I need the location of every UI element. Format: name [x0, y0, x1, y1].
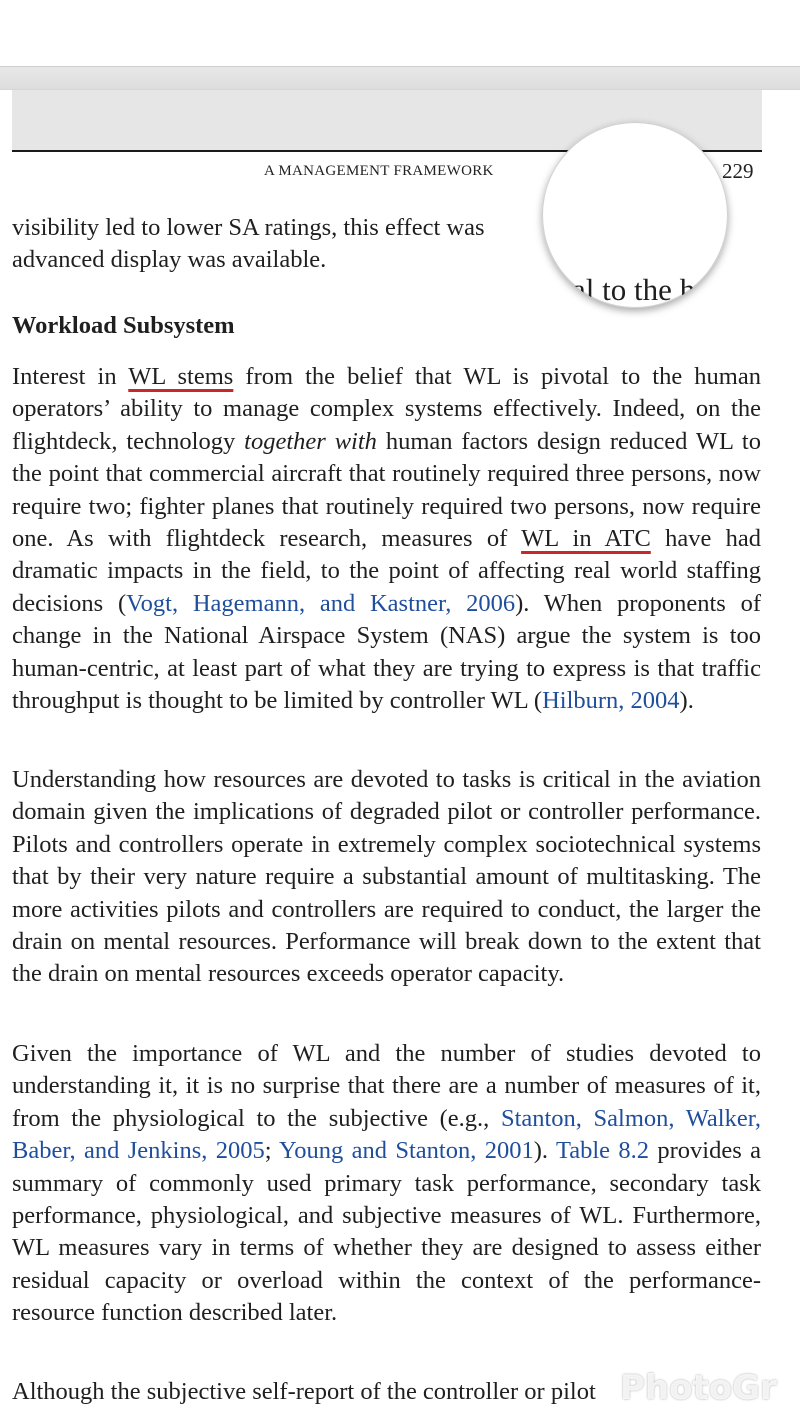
text-run: from the belief that WL is pivotal to the human operators’ ability to manage complex systems effectively. Indeed, on the flightdeck, technology — [12, 363, 761, 455]
emphasis-text: together with — [244, 427, 377, 455]
spell-marked-text[interactable]: WL in ATC — [521, 525, 651, 553]
text-run: ). — [679, 687, 694, 715]
citation-link[interactable]: Stanton, Salmon, Walker, Baber, and Jenkins, 2005 — [12, 1104, 761, 1165]
citation-link[interactable]: Hilburn, 2004 — [542, 687, 680, 715]
text-run: Interest in — [12, 363, 129, 390]
spell-marked-text[interactable]: WL stems — [128, 363, 234, 390]
top-blank-area — [0, 0, 800, 66]
paragraph-resources: Understanding how resources are devoted to tasks is critical in the aviation domain given the implications of degraded pilot or controller performance. Pilots and controllers operate in extremely complex sociotechnical systems that by their very nature require a substantial amount of multitasking. The more activities pilots and controllers are required to conduct, the larger the drain on mental resources. Performance will break down to the extent that the drain on mental resources exceeds operator capacity. — [12, 766, 761, 988]
page-number: 229 — [722, 159, 754, 183]
text-run: human factors design reduced WL to the point that commercial aircraft that routinely required three persons, now require two; fighter planes that routinely required two persons, now require one. As with flightdeck research, measures of — [12, 427, 761, 553]
paragraph-continued-line1: visibility led to lower SA ratings, this effect was — [12, 214, 485, 241]
magnified-text: al to the h — [572, 272, 696, 307]
section-heading: Workload Subsystem — [12, 312, 235, 339]
paragraph-measures — [12, 1038, 761, 1330]
citation-link[interactable]: Vogt, Hagemann, and Kastner, 2006 — [126, 589, 516, 617]
text-run: have had dramatic impacts in the field, to the point of affecting real world staffing decisions ( — [12, 525, 761, 617]
magnifier-loupe[interactable] — [542, 122, 728, 308]
text-run: Given the importance of WL and the number of studies devoted to understanding it, it is no surprise that there are a number of measures of it, from the physiological to the subjective (e.g., — [12, 1040, 761, 1132]
paragraph-subjective: Although the subjective self-report of the controller or pilot — [12, 1378, 596, 1405]
text-run: ). When proponents of change in the National Airspace System (NAS) argue the system is too human-centric, at least part of what they are trying to express is that traffic throughput is thought to be limited by controller WL ( — [12, 589, 762, 715]
table-reference-link[interactable]: Table 8.2 — [555, 1137, 650, 1165]
running-head: A MANAGEMENT FRAMEWORK — [264, 163, 494, 179]
citation-link[interactable]: Young and Stanton, 2001 — [279, 1137, 534, 1165]
watermark: PhotoGr — [620, 1368, 777, 1408]
paragraph-continued-line2: advanced display was available. — [12, 246, 327, 274]
text-run: provides a summary of commonly used primary task performance, secondary task performance, physiological, and subjective measures of WL. Furthermore, WL measures vary in terms of whether they are designed to assess either residual capacity or overload within the context of the performance-resource function described later. — [12, 1137, 762, 1327]
text-run: ; — [264, 1137, 280, 1165]
paragraph-workload-intro — [12, 361, 761, 717]
reader-top-bar — [0, 66, 800, 90]
text-run: ). — [533, 1137, 556, 1165]
